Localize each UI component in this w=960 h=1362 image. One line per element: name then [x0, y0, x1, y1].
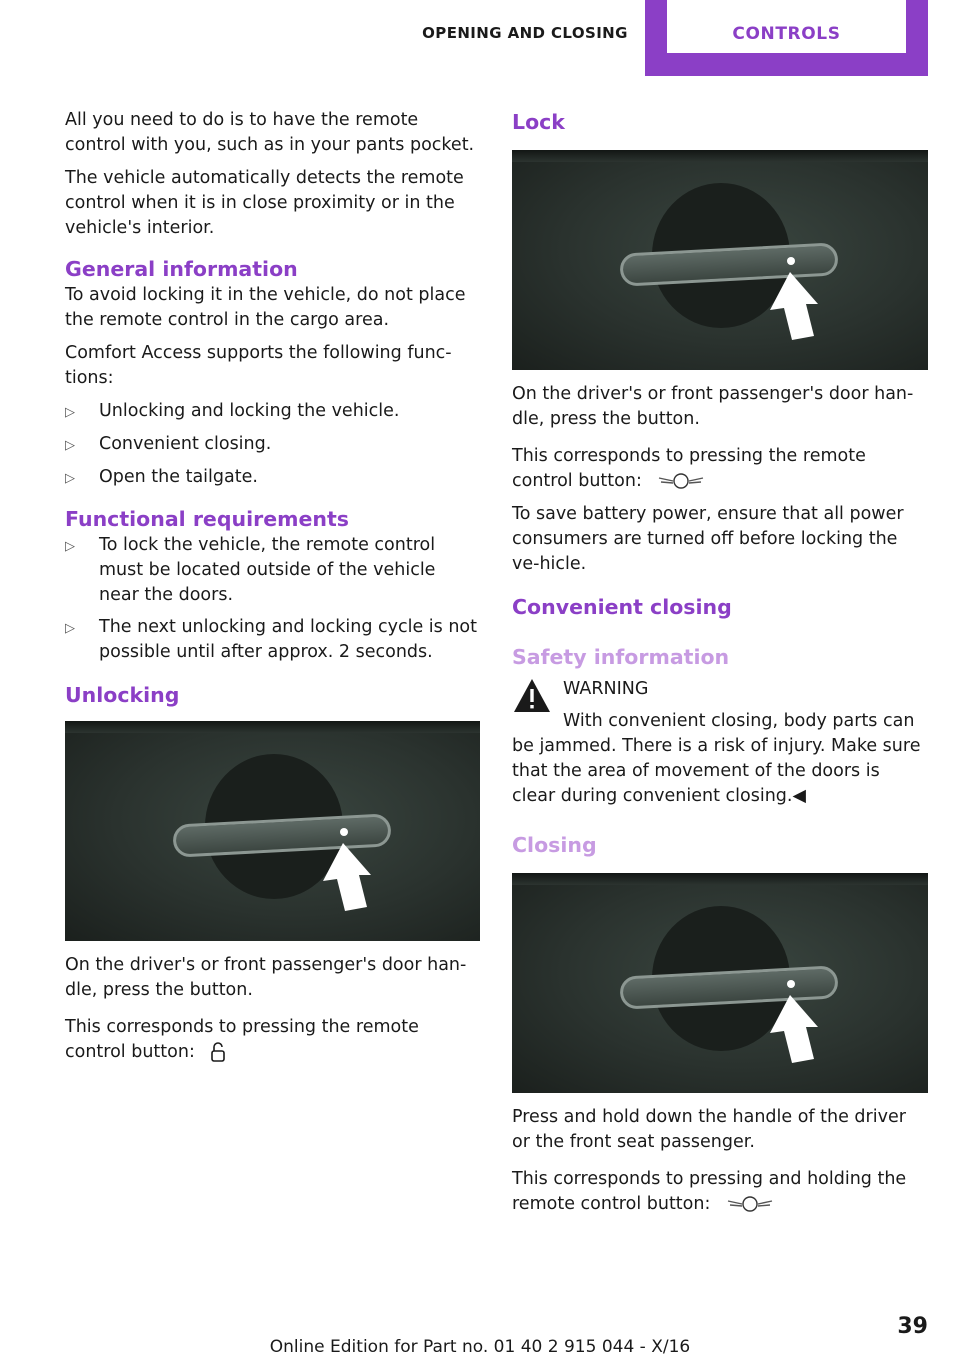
lock-heading: Lock [512, 110, 565, 134]
lock-paragraph-2: This corresponds to pressing the remote control button: [512, 446, 866, 491]
door-handle-photo-unlocking [65, 721, 480, 941]
list-item [65, 432, 480, 458]
running-header-section: OPENING AND CLOSING [422, 24, 628, 42]
list-item-text: Convenient closing. [99, 434, 272, 454]
unlock-icon [210, 1041, 226, 1063]
functional-requirements-heading: Functional requirements [65, 507, 350, 531]
general-information-heading: General information [65, 257, 298, 281]
warning-lead: With convenient closing, body parts can [563, 711, 915, 731]
closing-paragraph-2: This corresponds to pressing and holding the remote control button: [512, 1169, 907, 1214]
intro-paragraph-1: All you need to do is to have the remote control with you, such as in your pants pocket. [65, 110, 475, 155]
list-item [65, 465, 480, 491]
door-handle-photo-lock [512, 150, 928, 370]
door-handle-photo-closing [512, 873, 928, 1093]
lock-paragraph-3: To save battery power, ensure that all power consumers are turned off before locking the ve‐hicle. [512, 504, 904, 574]
closing-paragraph-1: Press and hold down the handle of the driver or the front seat passenger. [512, 1107, 906, 1152]
unlocking-paragraph-1: On the driver's or front passenger's door han‐dle, press the button. [65, 955, 467, 1000]
unlocking-heading: Unlocking [65, 683, 180, 707]
warning-text: be jammed. There is a risk of injury. Make sure that the area of movement of the doors is clear during convenient closing.◀ [512, 736, 921, 806]
lock-paragraph-1: On the driver's or front passenger's door han‐dle, press the button. [512, 384, 914, 429]
bullet-triangle-icon: ▷ [65, 471, 75, 486]
chapter-tab [645, 0, 928, 76]
general-paragraph-2: Comfort Access supports the following func‐tions: [65, 343, 452, 388]
footer-edition-text: Online Edition for Part no. 01 40 2 915 044 - X/16 [269, 1337, 691, 1357]
arrow-icon [762, 270, 826, 342]
bullet-triangle-icon: ▷ [65, 405, 75, 420]
list-item-text: To lock the vehicle, the remote control must be located outside of the vehicle near the doors. [99, 535, 436, 605]
page-number: 39 [897, 1314, 928, 1339]
intro-paragraph-2: The vehicle automatically detects the remote control when it is in close proximity or in the vehicle's interior. [65, 168, 464, 238]
arrow-icon [762, 993, 826, 1065]
mini-logo-icon [726, 1195, 774, 1213]
warning-block [512, 677, 928, 734]
arrow-icon [315, 841, 379, 913]
closing-heading: Closing [512, 833, 597, 857]
bullet-triangle-icon: ▷ [65, 621, 75, 636]
bullet-triangle-icon: ▷ [65, 438, 75, 453]
list-item-text: Unlocking and locking the vehicle. [99, 401, 400, 421]
convenient-closing-heading: Convenient closing [512, 595, 732, 619]
chapter-tab-label: CONTROLS [667, 0, 906, 53]
list-item [65, 533, 480, 608]
list-item-text: Open the tailgate. [99, 467, 258, 487]
warning-triangle-icon [512, 677, 552, 715]
list-item [65, 615, 480, 665]
list-item-text: The next unlocking and locking cycle is not possible until after approx. 2 seconds. [99, 617, 478, 662]
bullet-triangle-icon: ▷ [65, 539, 75, 554]
right-column [512, 108, 928, 1225]
mini-logo-icon [657, 472, 705, 490]
left-column [65, 108, 480, 1073]
list-item [65, 399, 480, 425]
safety-information-heading: Safety information [512, 645, 730, 669]
unlocking-paragraph-2: This corresponds to pressing the remote control button: [65, 1017, 419, 1062]
general-paragraph-1: To avoid locking it in the vehicle, do not place the remote control in the cargo area. [65, 285, 466, 330]
warning-title: WARNING [563, 679, 649, 699]
